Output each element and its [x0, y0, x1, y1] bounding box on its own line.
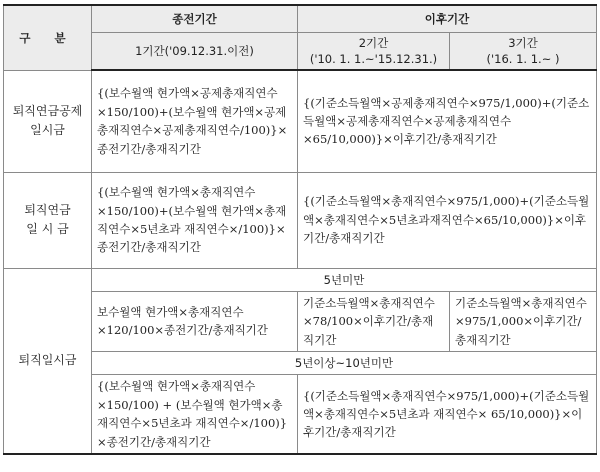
row-label-pension-mutual-aid: 퇴직연금공제 일시금 — [4, 70, 92, 172]
under5-heading: 5년미만 — [92, 268, 597, 291]
period3-title: 3기간 — [508, 35, 538, 50]
retirement-benefit-table — [3, 4, 597, 455]
row-label-retirement-lump: 퇴직일시금 — [4, 268, 92, 454]
row-pension-mutual-aid — [4, 70, 597, 172]
5to10-heading: 5년이상~10년미만 — [92, 352, 597, 375]
period2-header — [298, 32, 450, 70]
before-period-header: 종전기간 — [92, 5, 298, 32]
row-under5-formulas — [4, 291, 597, 351]
after-period-header: 이후기간 — [298, 5, 597, 32]
formula-under5-before: 보수월액 현가액×총재직연수×120/100×종전기간/총재직기간 — [92, 291, 298, 351]
period3-range: ('16. 1. 1.~ ) — [486, 51, 560, 66]
period2-title: 2기간 — [358, 35, 389, 50]
period1-header: 1기간('09.12.31.이전) — [92, 32, 298, 70]
formula-after-pension-lump: {(기준소득월액×총재직연수×975/1,000)+(기준소득월액×총재직연수×5년초과재직연수×65/10,000)}×이후기간/총재직기간 — [298, 172, 597, 268]
row-pension-lump — [4, 172, 597, 268]
formula-before-pension-lump: {(보수월액 현가액×총재직연수×150/100)+(보수월액 현가액×총재직연수×5년초과 재직연수×/100)}×종전기간/총재직기간 — [92, 172, 298, 268]
formula-5to10-before: {(보수월액 현가액×총재직연수×150/100) + (보수월액 현가액×총재직연수×5년초과 재직연수×/100)}×종전기간/총재직기간 — [92, 375, 298, 454]
period3-header — [450, 32, 597, 70]
formula-before-pension-mutual-aid: {(보수월액 현가액×공제총재직연수×150/100)+(보수월액 현가액×공제총재직연수×공제총재직연수/100)}×종전기간/총재직기간 — [92, 70, 298, 172]
row-under5-heading — [4, 268, 597, 291]
formula-under5-period2: 기준소득월액×총재직연수×78/100×이후기간/총재직기간 — [298, 291, 450, 351]
gubun-header: 구 분 — [4, 5, 92, 70]
formula-after-pension-mutual-aid: {(기준소득월액×공제총재직연수×975/1,000)+(기준소득월액×공제총재직연수×공제총재직연수×65/10,000)}×이후기간/총재직기간 — [298, 70, 597, 172]
header-row-1 — [4, 5, 597, 32]
formula-under5-period3: 기준소득월액×총재직연수×975/1,000×이후기간/총재직기간 — [450, 291, 597, 351]
row-5to10-formulas — [4, 375, 597, 454]
row-5to10-heading — [4, 352, 597, 375]
period2-range: ('10. 1. 1.~'15.12.31.) — [309, 51, 438, 66]
formula-5to10-after: {(기준소득월액×총재직연수×975/1,000)+(기준소득월액×총재직연수×5년초과 재직연수× 65/10,000)}×이후기간/총재직기간 — [298, 375, 597, 454]
row-label-pension-lump: 퇴직연금 일 시 금 — [4, 172, 92, 268]
header-row-2 — [4, 32, 597, 70]
